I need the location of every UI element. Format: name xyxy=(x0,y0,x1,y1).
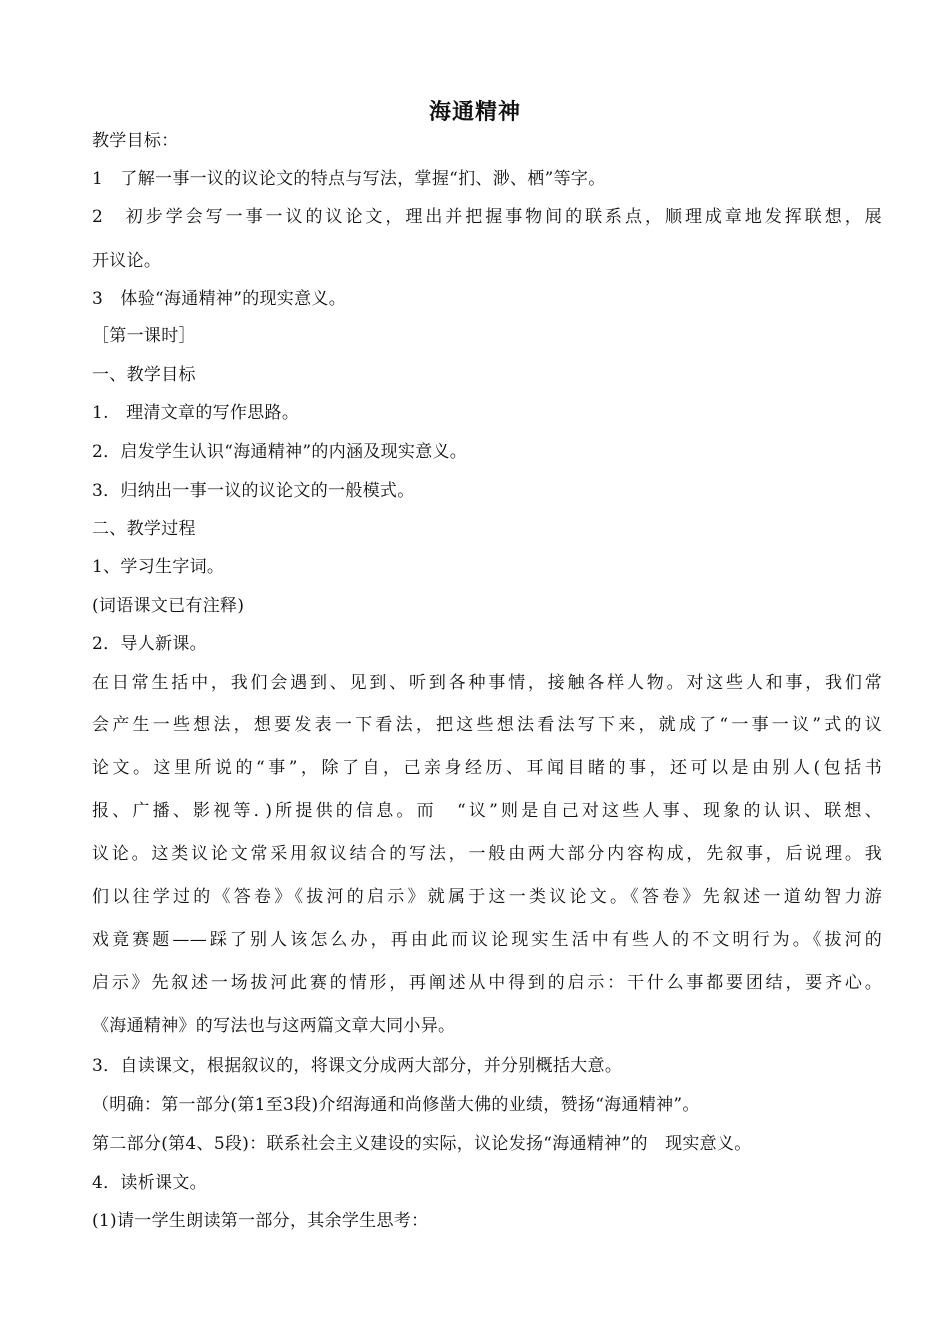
text-line: 1. 理清文章的写作思路。 xyxy=(92,403,300,423)
text-line: 一、教学目标 xyxy=(92,365,196,385)
text-line: 2．导人新课。 xyxy=(92,634,207,654)
text-line: 们以往学过的《答卷》《拔河的启示》就属于这一类议论文。《答卷》先叙述一道幼智力游 xyxy=(92,887,882,907)
text-line: 《海通精神》的写法也与这两篇文章大同小异。 xyxy=(92,1016,456,1036)
text-line: 议论。这类议论文常采用叙议结合的写法，一般由两大部分内容构成，先叙事，后说理。我 xyxy=(92,844,882,864)
text-line: 4．读析课文。 xyxy=(92,1173,207,1193)
text-line: 戏竟赛题——踩了别人该怎么办，再由此而议论现实生活中有些人的不文明行为。《拔河的 xyxy=(92,930,882,950)
text-line: 1 了解一事一议的议论文的特点与写法，掌握“扪、渺、栖”等字。 xyxy=(92,169,606,189)
text-line: 在日常生括中，我们会遇到、见到、听到各种事情，接触各样人物。对这些人和事，我们常 xyxy=(92,673,882,693)
text-line: (词语课文已有注释) xyxy=(92,596,245,616)
text-line: 会产生一些想法，想要发表一下看法，把这些想法看法写下来，就成了“一事一议”式的议 xyxy=(92,715,882,735)
text-line: 开议论。 xyxy=(92,251,162,271)
text-line: 启示》先叙述一场拔河此赛的情形，再阐述从中得到的启示：干什么事都要团结，要齐心。 xyxy=(92,973,882,993)
text-line: 3．归纳出一事一议的议论文的一般模式。 xyxy=(92,481,415,501)
text-line: ［第一课时］ xyxy=(92,326,196,346)
text-line: 论文。这里所说的“事”，除了自，己亲身经历、耳闻目睹的事，还可以是由别人(包括书 xyxy=(92,758,882,778)
text-line: （明确：第一部分(第1至3段)介绍海通和尚修凿大佛的业绩，赞扬“海通精神”。 xyxy=(92,1095,700,1115)
page-title: 海通精神 xyxy=(428,100,521,125)
text-line: 第二部分(第4、5段)：联系社会主义建设的实际，议论发扬“海通精神”的 现实意义。 xyxy=(92,1134,752,1154)
text-line: 3．自读课文，根据叙议的，将课文分成两大部分，并分别概括大意。 xyxy=(92,1056,623,1076)
text-line: 二、教学过程 xyxy=(92,519,196,539)
text-line: 3 体验“海通精神”的现实意义。 xyxy=(92,289,346,309)
text-line: (1)请一学生朗读第一部分，其余学生思考： xyxy=(92,1211,429,1231)
text-line: 2．启发学生认识“海通精神”的内涵及现实意义。 xyxy=(92,442,468,462)
text-line: 教学目标： xyxy=(92,131,179,151)
text-line: 1、学习生字词。 xyxy=(92,557,225,577)
text-line: 报、广播、影视等．)所提供的信息。而 “议”则是自己对这些人事、现象的认识、联想、 xyxy=(92,801,882,821)
text-line: 2 初步学会写一事一议的议论文，理出并把握事物间的联系点，顺理成章地发挥联想，展 xyxy=(92,207,882,227)
